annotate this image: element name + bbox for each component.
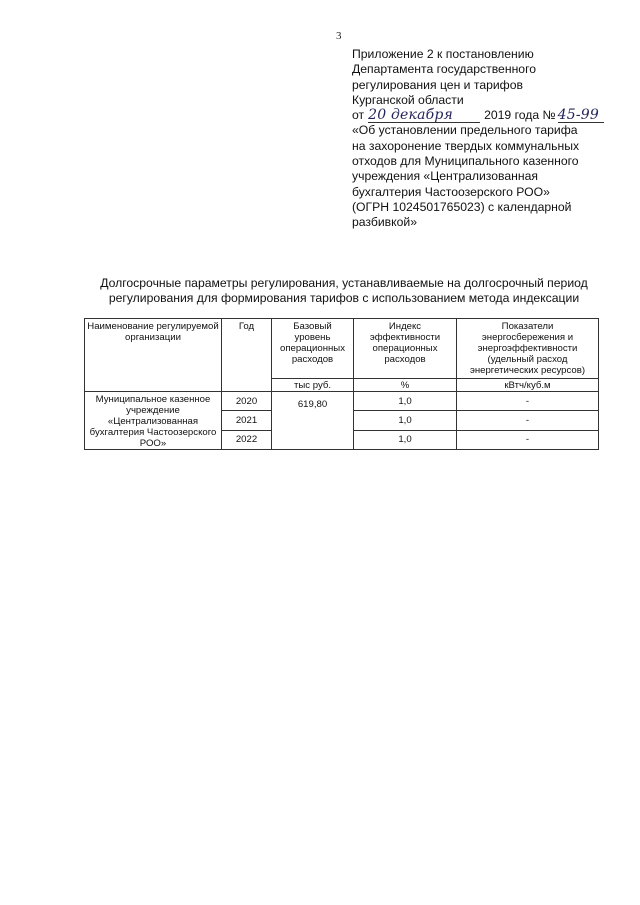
energy-cell: - [457,392,599,411]
resolution-date-line [352,108,604,123]
table-header-row [85,319,599,379]
unit-energy: кВтч/куб.м [457,379,599,392]
appendix-line: Департамента государственного [352,62,537,77]
unit-efficiency-index: % [354,379,457,392]
page-number: 3 [336,30,342,42]
document-title [80,276,608,306]
subject-line: бухгалтерия Частоозерского РОО» [352,184,550,199]
subject-line: отходов для Муниципального казенного [352,154,579,169]
unit-base-level: тыс руб. [272,379,354,392]
subject-line: разбивкой» [352,215,417,230]
appendix-header [352,47,612,231]
subject-line: учреждения «Централизованная [352,169,538,184]
header-energy-indicators: Показатели энергосбережения и энергоэффективности (удельный расход энергетических ресурсов) [457,319,599,379]
index-cell: 1,0 [354,392,457,411]
year-text: 2019 года № [484,108,556,123]
appendix-line: Приложение 2 к постановлению [352,47,534,61]
subject-line: (ОГРН 1024501765023) с календарной [352,199,572,214]
table-row [85,392,599,411]
index-cell: 1,0 [354,411,457,430]
year-cell: 2021 [222,411,272,430]
energy-cell: - [457,411,599,430]
year-cell: 2022 [222,430,272,449]
title-line: регулирования для формирования тарифов с использованием метода индексации [108,291,580,305]
date-prefix: от [352,108,365,123]
header-base-level: Базовый уровень операционных расходов [272,319,354,379]
header-organization: Наименование регулируемой организации [85,319,222,392]
title-line: Долгосрочные параметры регулирования, устанавливаемые на долгосрочный период [100,276,588,290]
subject-line: на захоронение твердых коммунальных [352,138,580,153]
regulation-parameters-table [84,318,599,450]
subject-line: «Об установлении предельного тарифа [352,123,578,138]
handwritten-number: 45-99 [558,109,604,123]
index-cell: 1,0 [354,430,457,449]
appendix-line: Курганской области [352,92,464,107]
energy-cell: - [457,430,599,449]
header-efficiency-index: Индекс эффективности операционных расходов [354,319,457,379]
organization-name: Муниципальное казенное учреждение «Централизованная бухгалтерия Частоозерского РОО» [85,392,222,450]
base-level-value: 619,80 [272,392,354,450]
handwritten-date: 20 декабря [368,109,480,123]
header-year: Год [222,319,272,392]
year-cell: 2020 [222,392,272,411]
appendix-line: регулирования цен и тарифов [352,77,523,92]
